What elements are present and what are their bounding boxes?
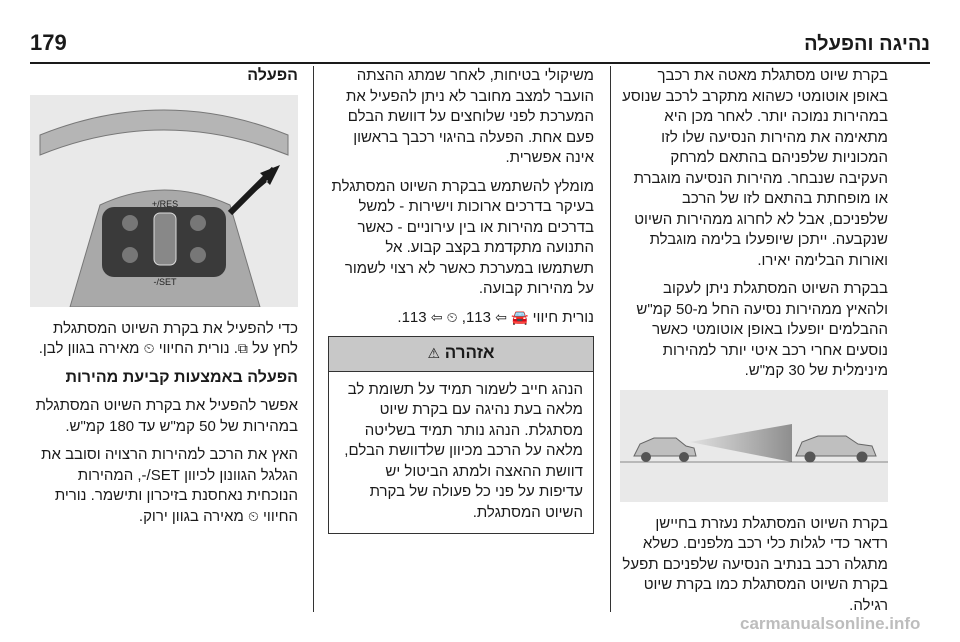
- paragraph: משיקולי בטיחות, לאחר שמתג ההצתה הועבר למצב מחובר לא ניתן להפעיל את המערכת לפני שלוחצים על דוושת הבלם פעם אחת. הפעלה בהיגוי רכבך בראשון אינה אפשרית.: [346, 67, 594, 166]
- warning-title: [329, 337, 593, 372]
- arrow-ref-icon: ⇦: [430, 309, 443, 326]
- watermark: carmanualsonline.info: [740, 614, 921, 633]
- page-ref: 113: [401, 308, 427, 326]
- radar-illustration: [620, 390, 888, 502]
- paragraph: בקרת השיוט המסתגלת נעזרת בחיישן רדאר כדי לגלות כלי רכב מלפנים. כשלא מתגלה רכב בנתיב הנסיעה שלפניכם תפעל בקרת השיוט המסתגלת כמו בקרת שיוט רגילה.: [622, 514, 888, 614]
- res-label: RES/+: [151, 198, 179, 209]
- warning-triangle-icon: ⚠: [427, 346, 441, 362]
- page-number: 179: [30, 30, 67, 55]
- paragraph: אפשר להפעיל את בקרת השיוט המסתגלת במהירות של 50 קמ"ש עד 180 קמ"ש.: [35, 397, 298, 435]
- section-heading: הפעלה: [247, 67, 298, 84]
- column-middle: [328, 66, 594, 534]
- column-divider: [610, 66, 611, 612]
- paragraph: מומלץ להשתמש בבקרת השיוט המסתגלת בעיקר בדרכים ארוכות וישירות - למשל בדרכים מהירות או בין עירוניים - כאשר התנועה מתקדמת בקצב קבוע. אל תשתמשו במערכת כאשר לא רצוי לשמור על מהירות קבועה.: [331, 177, 594, 297]
- indicator-reference: נורית חיווי 🚘 ⇦ 113, ⏲ ⇦ 113.: [328, 308, 594, 329]
- acc-button-icon: ⧉: [237, 341, 248, 357]
- car-icon: 🚘: [511, 309, 529, 326]
- section-heading: הפעלה באמצעות קביעת מהירות: [65, 368, 298, 386]
- cruise-indicator-icon: ⏲: [143, 341, 155, 357]
- chapter-title: נהיגה והפעלה: [804, 33, 930, 55]
- page-ref: 113: [465, 308, 491, 326]
- cruise-icon: ⏲: [446, 309, 458, 326]
- paragraph: בקרת שיוט מסתגלת מאטה את רכבך באופן אוטומטי כשהוא מתקרב לרכב שנוסע במהירות נמוכה יותר. לאחר מכן היא מתאימה את מהירות הנסיעה שלו לזו המכוניות שלפניהם בהתאם למרחק העקיבה שנבחר. מהירות הנסיעה מוגברת או מופחתת בהתאם לזו של הרכב שלפניכם, אבל לא לחרוג ממהירות השיוט שנקבעה. ייתכן שיופעלו בלימה מוגבלת ואורות הבלימה יאירו.: [622, 67, 888, 269]
- page-header: [30, 22, 930, 64]
- column-right: [620, 66, 888, 624]
- set-label: SET/-: [153, 276, 177, 287]
- paragraph: האץ את הרכב למהירות הרצויה וסובב את הגלגל הגוונון לכיוון SET/-, המהירות הנוכחית נאחסנת בזיכרון ותישמר. נורית החיווי ⏲ מאירה בגוון ירוק.: [30, 445, 298, 527]
- warning-box: [328, 336, 594, 534]
- column-left: [30, 66, 298, 535]
- paragraph: בבקרת השיוט המסתגלת ניתן לעקוב ולהאיץ ממהירות נסיעה החל מ-50 קמ"ש ההבלמים יופעלו באופן אוטומטי כאשר נוסעים אחרי רכב איטי יותר למהירות מינימלית של 30 קמ"ש.: [636, 280, 888, 379]
- steering-wheel-illustration: [30, 95, 298, 307]
- warning-body: הנהג חייב לשמור תמיד על תשומת לב מלאה בעת נהיגה עם בקרת שיוט מסתגלת. הנהג נותר תמיד בשליטה מלאה על הרכב מכיוון שלדוושת הבלם, דוושת ההאצה ולמתג הביטול יש עדיפות על פני כל פעולה של בקרת השיוט המסתגלת.: [344, 380, 583, 521]
- paragraph: כדי להפעיל את בקרת השיוט המסתגלת לחץ על ⧉. נורית החיווי ⏲ מאירה בגוון לבן.: [30, 319, 298, 360]
- cruise-indicator-icon: ⏲: [247, 508, 259, 525]
- warning-title-text: אזהרה: [444, 343, 495, 362]
- ref-label: נורית חיווי: [532, 308, 594, 326]
- arrow-ref-icon: ⇦: [495, 309, 507, 326]
- column-divider: [313, 66, 314, 612]
